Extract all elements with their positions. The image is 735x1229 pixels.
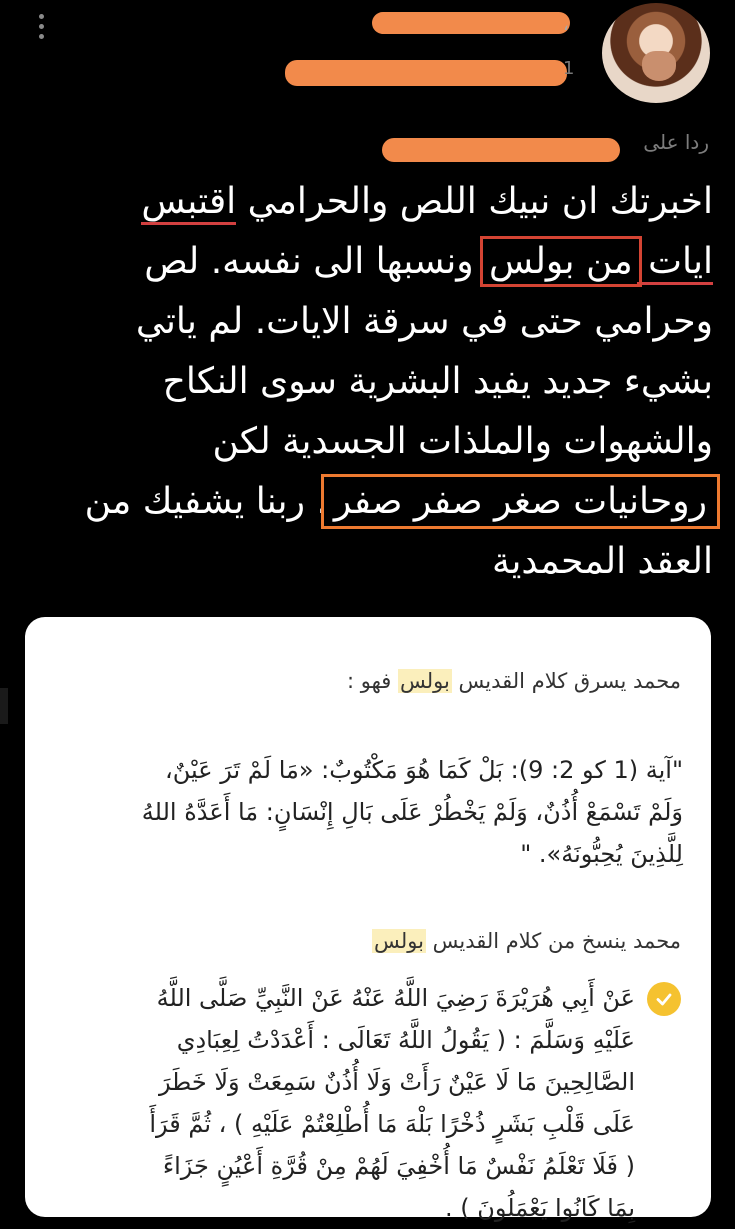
edge-handle [0,688,8,724]
check-circle-icon [647,982,681,1016]
underlined-phrase: اقتبس [141,181,236,225]
name-fragment: ، [563,14,569,35]
verse-quote: "آية (1 كو 2: 9): بَلْ كَمَا هُوَ مَكْتُوبٌ: «مَا لَمْ تَرَ عَيْنٌ، وَلَمْ تَسْمَعْ أُذُنٌ، وَلَمْ يَخْطُرْ عَلَى بَالِ إِنْسَانٍ: مَا أَعَدَّهُ اللهُ لِلَّذِينَ يُحِبُّونَهُ». " [141,756,683,868]
card-heading-1: محمد يسرق كلام القديس بولس فهو : [346,669,681,693]
tweet-line: وحرامي حتى في سرقة الايات. لم ياتي [135,301,713,342]
embedded-image-card[interactable] [25,617,711,1222]
more-vertical-icon[interactable] [36,14,46,44]
highlighted-word: بولس [399,669,450,693]
hadith-text: عَنْ أَبِي هُرَيْرَةَ رَضِيَ اللَّهُ عَنْهُ عَنْ النَّبِيِّ صَلَّى اللَّهُ عَلَيْهِ وَسَلَّمَ : ( يَقُولُ اللَّهُ تَعَالَى : أَعْدَدْتُ لِعِبَادِي الصَّالِحِينَ مَا لَا عَيْنٌ رَأَتْ وَلَا أُذُنٌ سَمِعَتْ وَلَا خَطَرَ عَلَى قَلْبِ بَشَرٍ ذُخْرًا بَلْهَ مَا أُطْلِعْتُمْ عَلَيْهِ ) ، ثُمَّ قَرَأَ ( فَلَا تَعْلَمُ نَفْسٌ مَا أُخْفِيَ لَهُمْ مِنْ قُرَّةِ أَعْيُنٍ جَزَاءً بِمَا كَانُوا يَعْمَلُونَ ) . [149,984,635,1222]
highlighted-word: بولس [374,929,424,953]
redacted-reply-handle [382,138,620,162]
reply-to-label[interactable]: ردا على [643,130,709,154]
redacted-handle [285,60,567,86]
tweet-line: العقد المحمدية [492,541,713,582]
handle-fragment: 1 [563,58,575,79]
tweet-line: اخبرتك ان نبيك اللص والحرامي اقتبس [24,172,713,232]
redacted-display-name [372,12,570,34]
tweet-line: والشهوات والملذات الجسدية لكن [212,421,713,462]
user-avatar[interactable] [602,3,710,103]
underlined-phrase: ايات [637,241,713,285]
tweet-line: بشيء جديد يفيد البشرية سوى النكاح [162,361,713,402]
boxed-phrase-orange: روحانيات صغر صفر صفر [328,481,713,522]
boxed-phrase-red: من بولس [485,241,637,282]
tweet-line: روحانيات صغر صفر صفر. ربنا يشفيك من [24,472,713,532]
tweet-text [24,172,713,592]
card-heading-2: محمد ينسخ من كلام القديس بولس [374,929,681,953]
tweet-line: ايات من بولس ونسبها الى نفسه. لص [24,232,713,292]
